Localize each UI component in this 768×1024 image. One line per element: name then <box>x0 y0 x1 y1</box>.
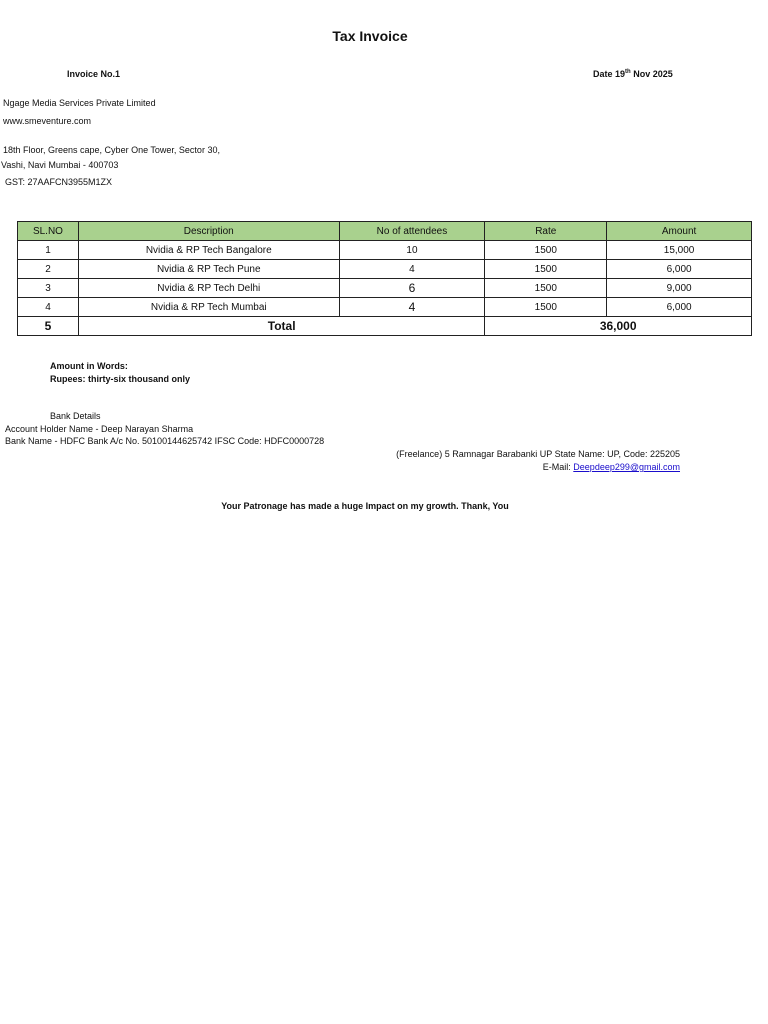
table-row <box>18 260 752 279</box>
client-website: www.smeventure.com <box>3 116 92 126</box>
cell-slno: 4 <box>18 298 79 317</box>
invoice-date <box>593 69 673 79</box>
cell-rate: 1500 <box>485 260 607 279</box>
date-suffix: th <box>625 69 631 75</box>
table-total-row <box>18 317 752 336</box>
bank-account-details: Bank Name - HDFC Bank A/c No. 50100144625742 IFSC Code: HDFC0000728 <box>5 436 325 446</box>
invoice-number: Invoice No.1 <box>67 69 121 79</box>
cell-amount: 15,000 <box>607 241 752 260</box>
bank-account-holder: Account Holder Name - Deep Narayan Sharma <box>5 424 194 434</box>
email-link[interactable]: Deepdeep299@gmail.com <box>573 462 680 472</box>
cell-rate: 1500 <box>485 279 607 298</box>
cell-attendees: 4 <box>339 260 485 279</box>
table-row <box>18 241 752 260</box>
invoice-items-table <box>17 221 752 336</box>
client-name: Ngage Media Services Private Limited <box>3 98 156 108</box>
client-address-line1: 18th Floor, Greens cape, Cyber One Tower, Sector 30, <box>3 145 220 155</box>
cell-slno: 2 <box>18 260 79 279</box>
client-address-line2: Vashi, Navi Mumbai - 400703 <box>1 160 119 170</box>
cell-amount: 6,000 <box>607 298 752 317</box>
invoice-title: Tax Invoice <box>332 28 408 44</box>
thank-you-note: Your Patronage has made a huge Impact on my growth. Thank, You <box>221 501 509 511</box>
header-amount: Amount <box>607 222 752 241</box>
cell-slno: 1 <box>18 241 79 260</box>
cell-description: Nvidia & RP Tech Delhi <box>78 279 339 298</box>
cell-description: Nvidia & RP Tech Mumbai <box>78 298 339 317</box>
bank-details-heading: Bank Details <box>50 411 101 421</box>
header-rate: Rate <box>485 222 607 241</box>
cell-attendees: 4 <box>339 298 485 317</box>
cell-rate: 1500 <box>485 241 607 260</box>
client-gst: GST: 27AAFCN3955M1ZX <box>5 177 113 187</box>
total-label: Total <box>78 317 484 336</box>
total-slno: 5 <box>18 317 79 336</box>
sender-address: (Freelance) 5 Ramnagar Barabanki UP State Name: UP, Code: 225205 <box>396 449 680 459</box>
date-rest: Nov 2025 <box>630 69 673 79</box>
amount-words-label: Amount in Words: <box>50 361 128 371</box>
table-row <box>18 279 752 298</box>
header-slno: SL.NO <box>18 222 79 241</box>
cell-attendees: 10 <box>339 241 485 260</box>
date-label: Date 19 <box>593 69 626 79</box>
sender-email-line <box>543 462 680 472</box>
cell-attendees: 6 <box>339 279 485 298</box>
cell-rate: 1500 <box>485 298 607 317</box>
table-row <box>18 298 752 317</box>
cell-slno: 3 <box>18 279 79 298</box>
cell-amount: 9,000 <box>607 279 752 298</box>
email-label: E-Mail: <box>542 462 574 472</box>
cell-description: Nvidia & RP Tech Pune <box>78 260 339 279</box>
table-header-row <box>18 222 752 241</box>
header-description: Description <box>78 222 339 241</box>
cell-description: Nvidia & RP Tech Bangalore <box>78 241 339 260</box>
total-amount: 36,000 <box>485 317 752 336</box>
header-attendees: No of attendees <box>339 222 485 241</box>
cell-amount: 6,000 <box>607 260 752 279</box>
amount-words-value: Rupees: thirty-six thousand only <box>50 374 191 384</box>
